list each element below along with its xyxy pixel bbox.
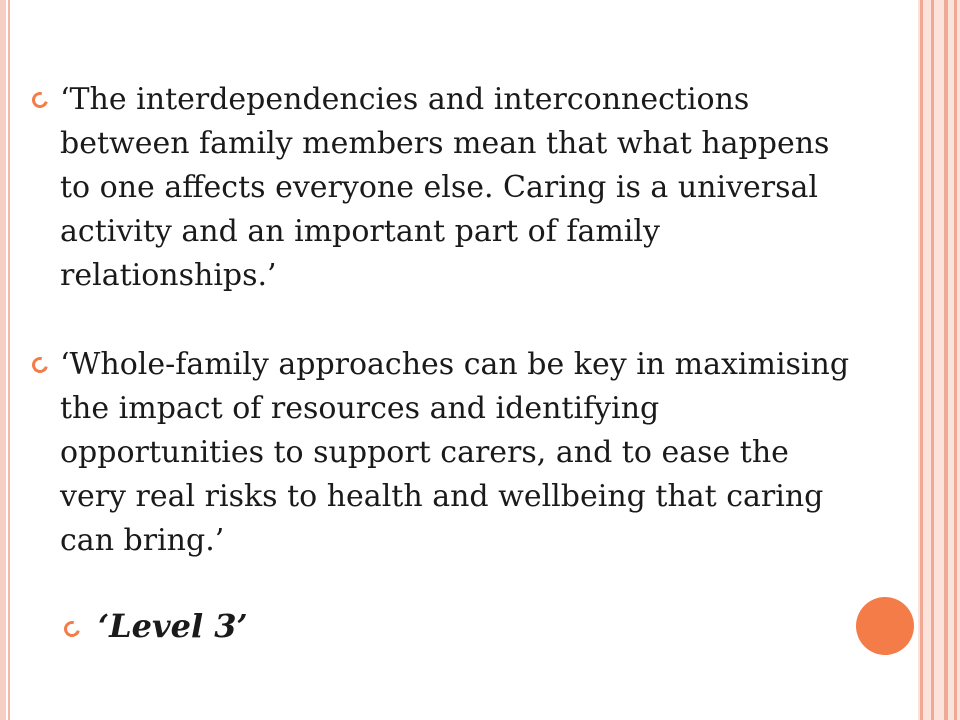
bullet-ring-icon [29, 354, 51, 376]
bullet-text: ‘Whole-family approaches can be key in maximising the impact of resources and identifying opportunities to support carers, and to ease the very real risks to health and wellbeing that caring can bring.’ [60, 347, 850, 558]
decorative-orange-circle [856, 597, 914, 655]
right-frame-line [920, 0, 923, 720]
right-frame-line [944, 0, 948, 720]
bullet-ring-icon [29, 89, 51, 111]
left-frame-line [8, 0, 10, 720]
left-frame-band [0, 0, 6, 720]
sub-bullet-item [30, 604, 850, 648]
bullet-ring-icon [61, 618, 83, 640]
right-frame-line [954, 0, 957, 720]
sub-bullet-text: ‘Level 3’ [98, 607, 248, 645]
bullet-item [30, 78, 850, 298]
bullet-text: ‘The interdependencies and interconnections between family members mean that what happens to one affects everyone else. Caring is a universal activity and an important part of family relationships.’ [60, 82, 830, 293]
right-frame-line [931, 0, 934, 720]
bullet-item [30, 343, 850, 563]
slide-content [30, 78, 850, 648]
